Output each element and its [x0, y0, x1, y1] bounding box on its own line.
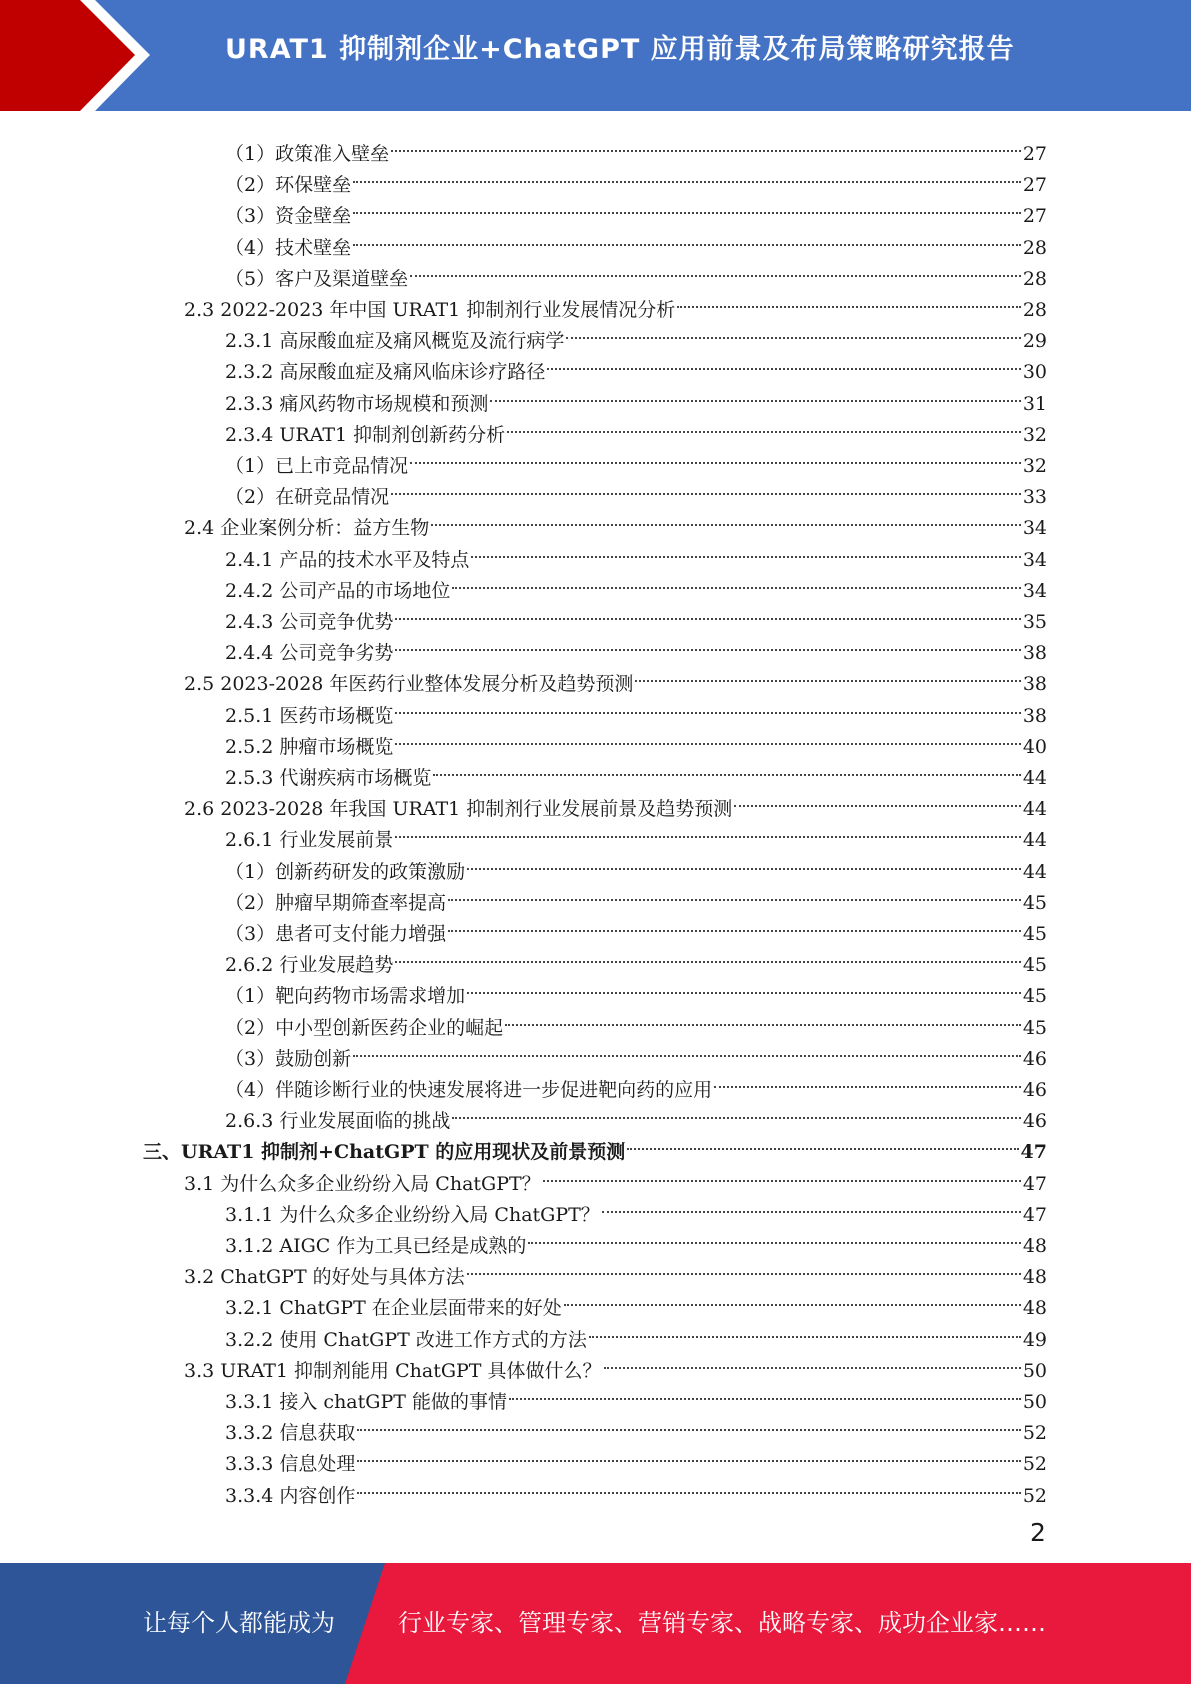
toc-dot-leader	[507, 400, 1021, 433]
toc-entry-page: 31	[1022, 392, 1047, 415]
toc-entry-page: 50	[1022, 1359, 1047, 1382]
toc-dot-leader	[395, 618, 1020, 651]
toc-dot-leader	[391, 119, 1021, 152]
toc-entry-page: 38	[1022, 704, 1047, 727]
toc-dot-leader	[509, 1367, 1021, 1400]
toc-entry-title: 2.4.2 公司产品的市场地位	[225, 579, 451, 602]
toc-dot-leader	[566, 306, 1020, 339]
toc-dot-leader	[467, 1242, 1021, 1275]
toc-dot-leader	[353, 213, 1021, 246]
toc-dot-leader	[410, 244, 1021, 277]
toc-dot-leader	[353, 150, 1021, 183]
toc-dot-leader	[604, 1336, 1021, 1369]
toc-entry-page: 35	[1022, 611, 1047, 633]
toc-entry-title: （2）环保壁垒	[225, 174, 352, 197]
toc-dot-leader	[433, 743, 1020, 776]
toc-dot-leader	[448, 868, 1021, 901]
toc-dot-leader	[452, 556, 1020, 589]
toc-dot-leader	[431, 493, 1021, 526]
toc-entry-page: 34	[1022, 579, 1047, 602]
toc-entry-page: 44	[1022, 860, 1047, 883]
toc-entry-page: 48	[1022, 1297, 1047, 1320]
toc-dot-leader	[564, 1273, 1021, 1306]
toc-entry-title: 2.3 2022-2023 年中国 URAT1 抑制剂行业发展情况分析	[184, 299, 676, 321]
toc-entry-title: 2.5.1 医药市场概览	[225, 704, 394, 727]
toc-entry-title: 2.6.3 行业发展面临的挑战	[225, 1110, 451, 1133]
toc-entry-title: （1）政策准入壁垒	[225, 143, 390, 165]
toc-entry-page: 45	[1022, 954, 1047, 977]
toc-dot-leader	[357, 1429, 1020, 1462]
toc-entry-title: 3.3.4 内容创作	[225, 1484, 356, 1507]
toc-entry-title: 3.3 URAT1 抑制剂能用 ChatGPT 具体做什么？	[184, 1359, 602, 1382]
toc-entry-page: 52	[1022, 1453, 1047, 1476]
toc-entry-title: 3.1.1 为什么众多企业纷纷入局 ChatGPT？	[225, 1203, 600, 1226]
toc-dot-leader	[528, 1211, 1020, 1244]
toc-entry-page: 38	[1022, 673, 1047, 696]
toc-entry-page: 32	[1022, 455, 1047, 477]
toc-entry-title: （5）客户及渠道壁垒	[225, 267, 409, 290]
toc-entry-title: 2.6.1 行业发展前景	[225, 829, 394, 852]
toc-entry-page: 28	[1022, 236, 1047, 259]
toc-entry-page: 46	[1022, 1079, 1047, 1101]
toc-dot-leader	[448, 899, 1021, 932]
toc-entry-page: 33	[1022, 486, 1047, 509]
toc-dot-leader	[505, 993, 1021, 1026]
toc-entry-page: 29	[1022, 330, 1047, 353]
toc-entry-page: 27	[1022, 174, 1047, 197]
toc-entry-page: 27	[1022, 143, 1047, 165]
toc-dot-leader	[547, 337, 1020, 370]
toc-entry-title: 2.3.1 高尿酸血症及痛风概览及流行病学	[225, 330, 565, 353]
toc-entry-page: 47	[1020, 1141, 1047, 1164]
toc-dot-leader	[589, 1305, 1021, 1338]
toc-entry-page: 47	[1022, 1172, 1047, 1195]
toc-dot-leader	[395, 681, 1020, 714]
page-number: 2	[1030, 1518, 1046, 1547]
toc-dot-leader	[471, 525, 1020, 558]
footer-slogan-left: 让每个人都能成为	[143, 1609, 335, 1637]
toc-entry-page: 32	[1022, 423, 1047, 446]
toc-dot-leader	[467, 837, 1021, 870]
toc-dot-leader	[353, 181, 1021, 214]
toc-entry-title: 2.5 2023-2028 年医药行业整体发展分析及趋势预测	[184, 673, 634, 696]
toc-entry-page: 45	[1022, 985, 1047, 1008]
toc-entry-title: 3.3.3 信息处理	[225, 1453, 356, 1476]
footer-slogan-right: 行业专家、管理专家、营销专家、战略专家、成功企业家……	[398, 1609, 1046, 1637]
toc-entry-title: 三、URAT1 抑制剂+ChatGPT 的应用现状及前景预测	[143, 1141, 626, 1164]
toc-entry-title: （3）资金壁垒	[225, 205, 352, 228]
toc-entry-page: 52	[1022, 1422, 1047, 1445]
toc-entry-title: （3）患者可支付能力增强	[225, 923, 447, 945]
toc-dot-leader	[395, 805, 1020, 838]
toc-entry-page: 50	[1022, 1391, 1047, 1413]
toc-entry-page: 45	[1022, 923, 1047, 945]
toc-entry-title: 2.4.1 产品的技术水平及特点	[225, 548, 470, 571]
toc-entry-title: 2.4.3 公司竞争优势	[225, 611, 394, 633]
toc-entry-title: 2.4.4 公司竞争劣势	[225, 642, 394, 665]
toc-entry-page: 49	[1022, 1328, 1047, 1351]
toc-entry-title: 3.3.1 接入 chatGPT 能做的事情	[225, 1391, 507, 1413]
toc-dot-leader	[627, 1117, 1018, 1150]
toc-dot-leader	[395, 587, 1020, 620]
toc-entry-title: 3.1 为什么众多企业纷纷入局 ChatGPT？	[184, 1172, 541, 1195]
toc-dot-leader	[467, 961, 1021, 994]
toc-entry-page: 46	[1022, 1110, 1047, 1133]
toc-entry-title: （1）已上市竞品情况	[225, 455, 409, 477]
toc-entry-title: 3.2.2 使用 ChatGPT 改进工作方式的方法	[225, 1328, 587, 1351]
toc-entry-title: 2.3.2 高尿酸血症及痛风临床诊疗路径	[225, 361, 546, 384]
toc-entry-page: 48	[1022, 1235, 1047, 1257]
toc-entry-title: 2.5.2 肿瘤市场概览	[225, 735, 394, 758]
toc-entry-page: 28	[1022, 299, 1047, 321]
toc-entry-title: （1）靶向药物市场需求增加	[225, 985, 466, 1008]
toc-entry-title: 3.2.1 ChatGPT 在企业层面带来的好处	[225, 1297, 562, 1320]
toc-dot-leader	[714, 1055, 1021, 1088]
toc-entry-page: 44	[1022, 798, 1047, 821]
toc-entry-page: 27	[1022, 205, 1047, 228]
toc-dot-leader	[395, 930, 1020, 963]
toc-entry-page: 46	[1022, 1047, 1047, 1070]
toc-entry-title: 3.1.2 AIGC 作为工具已经是成熟的	[225, 1235, 527, 1257]
toc-entry-title: 2.5.3 代谢疾病市场概览	[225, 767, 432, 789]
toc-entry-title: （2）肿瘤早期筛查率提高	[225, 891, 447, 914]
toc-entry-title: （4）伴随诊断行业的快速发展将进一步促进靶向药的应用	[225, 1079, 713, 1101]
toc-dot-leader	[357, 1398, 1020, 1431]
toc-entry-title: 2.3.4 URAT1 抑制剂创新药分析	[225, 423, 506, 446]
toc-entry-title: （4）技术壁垒	[225, 236, 352, 259]
toc-entry-page: 28	[1022, 267, 1047, 290]
toc-entry-page: 47	[1022, 1203, 1047, 1226]
toc-dot-leader	[490, 369, 1020, 402]
toc-entry-page: 48	[1022, 1266, 1047, 1289]
toc-entry-page: 52	[1022, 1484, 1047, 1507]
toc-dot-leader	[357, 1461, 1020, 1494]
toc-entry-page: 30	[1022, 361, 1047, 384]
toc-entry-title: （2）在研竞品情况	[225, 486, 390, 509]
toc-entry-title: （1）创新药研发的政策激励	[225, 860, 466, 883]
toc-entry-title: 2.6 2023-2028 年我国 URAT1 抑制剂行业发展前景及趋势预测	[184, 798, 733, 821]
toc-entry-title: 2.4 企业案例分析：益方生物	[184, 517, 430, 540]
toc-entry-title: 3.2 ChatGPT 的好处与具体方法	[184, 1266, 465, 1289]
toc-dot-leader	[410, 431, 1021, 464]
report-title: URAT1 抑制剂企业+ChatGPT 应用前景及布局策略研究报告	[225, 34, 1015, 65]
toc-dot-leader	[391, 462, 1021, 495]
toc-dot-leader	[734, 774, 1021, 807]
toc-entry-page: 34	[1022, 517, 1047, 540]
toc-dot-leader	[543, 1149, 1021, 1182]
toc-entry-title: 2.3.3 痛风药物市场规模和预测	[225, 392, 489, 415]
toc-dot-leader	[677, 275, 1021, 308]
toc-entry-page: 38	[1022, 642, 1047, 665]
toc-dot-leader	[395, 712, 1020, 745]
toc-entry-page: 44	[1022, 767, 1047, 789]
toc-entry-title: （3）鼓励创新	[225, 1047, 352, 1070]
toc-entry-title: 3.3.2 信息获取	[225, 1422, 356, 1445]
toc-entry-page: 40	[1022, 735, 1047, 758]
header-banner	[0, 0, 1191, 111]
toc-entry-title: 2.6.2 行业发展趋势	[225, 954, 394, 977]
toc-dot-leader	[602, 1180, 1021, 1213]
toc-dot-leader	[452, 1086, 1020, 1119]
toc-entry-page: 45	[1022, 891, 1047, 914]
toc-dot-leader	[635, 649, 1020, 682]
toc-entry-page: 34	[1022, 548, 1047, 571]
toc-entry[interactable]	[225, 1469, 1047, 1507]
footer-banner	[0, 1563, 1191, 1684]
toc-entry-page: 44	[1022, 829, 1047, 852]
toc-entry-title: （2）中小型创新医药企业的崛起	[225, 1016, 504, 1039]
toc-dot-leader	[353, 1024, 1021, 1057]
toc-entry-page: 45	[1022, 1016, 1047, 1039]
